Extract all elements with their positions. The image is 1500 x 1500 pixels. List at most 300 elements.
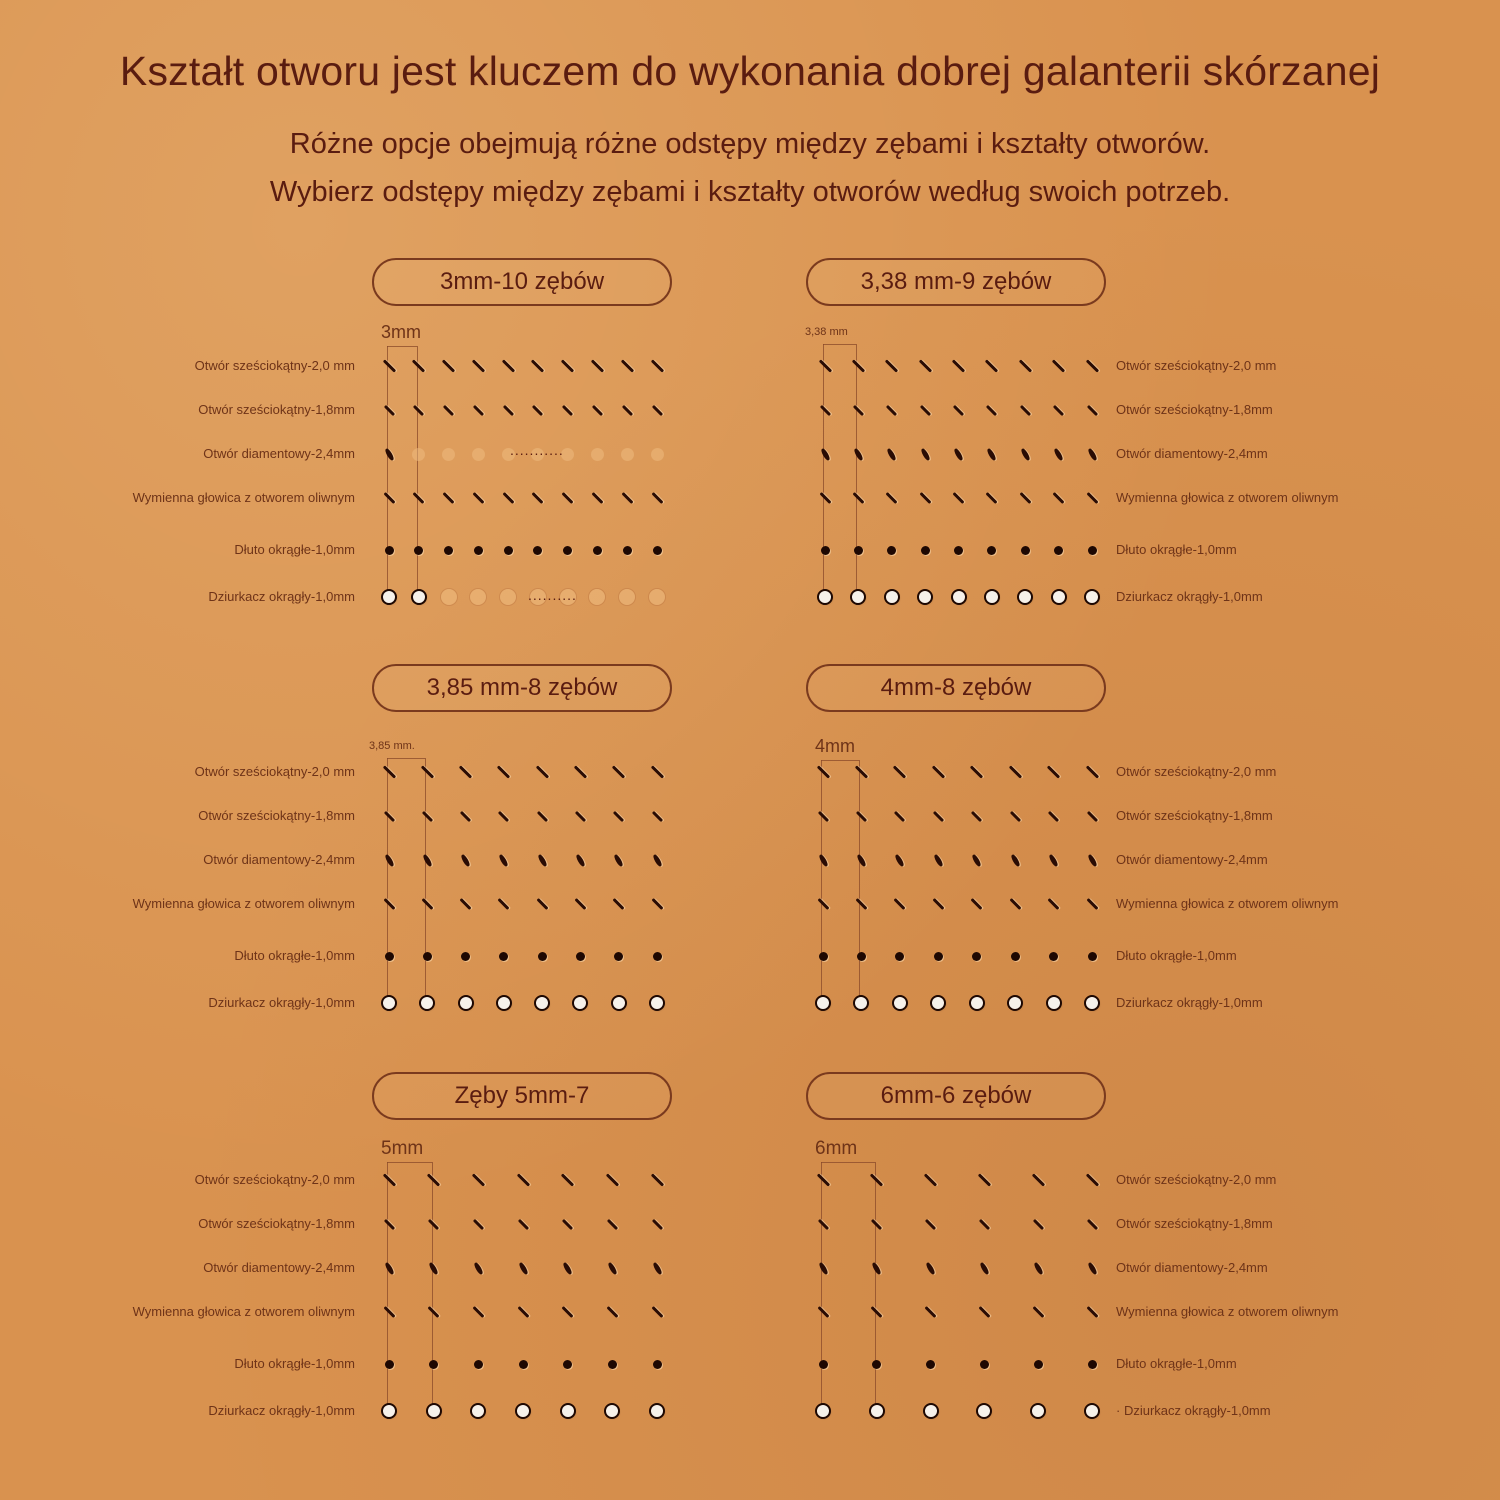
hexagon-hole-mark [932, 765, 945, 778]
round-chisel-hole-mark [980, 1360, 989, 1369]
spacing-guide-line [425, 758, 426, 1011]
diamond-hole-mark [652, 1261, 663, 1275]
diamond-hole-mark [894, 853, 905, 867]
hexagon-hole-mark [919, 404, 930, 415]
diamond-hole-mark [537, 853, 548, 867]
round-punch-hole-mark [460, 997, 472, 1009]
olive-hole-mark [852, 492, 864, 504]
hexagon-hole-mark [531, 359, 544, 372]
olive-hole-mark [606, 1306, 618, 1318]
olive-hole-mark [1048, 898, 1060, 910]
row-label: Dłuto okrągłe-1,0mm [1116, 542, 1237, 557]
round-chisel-hole-mark [872, 1360, 881, 1369]
hexagon-hole-mark [562, 1218, 573, 1229]
hexagon-hole-mark [613, 810, 624, 821]
olive-hole-mark [532, 492, 544, 504]
olive-hole-mark [925, 1306, 937, 1318]
olive-hole-mark [986, 492, 998, 504]
round-punch-hole-mark [953, 591, 965, 603]
hexagon-hole-mark [985, 359, 998, 372]
diamond-hole-mark [613, 853, 624, 867]
round-chisel-hole-mark [385, 546, 394, 555]
row-label: Dziurkacz okrągły-1,0mm [208, 1403, 355, 1418]
panel-title-pill: 3mm-10 zębów [372, 258, 672, 306]
row-label: Wymienna głowica z otworem oliwnym [1116, 490, 1339, 505]
olive-hole-mark [562, 1306, 574, 1318]
row-label: Dłuto okrągłe-1,0mm [234, 1356, 355, 1371]
diamond-hole-mark [853, 447, 864, 461]
diamond-hole-mark [886, 447, 897, 461]
hexagon-hole-mark [607, 1218, 618, 1229]
olive-hole-mark [919, 492, 931, 504]
round-chisel-hole-mark [987, 546, 996, 555]
olive-hole-mark [443, 492, 455, 504]
round-chisel-hole-mark [385, 1360, 394, 1369]
row-label: Otwór sześciokątny-1,8mm [198, 402, 355, 417]
round-chisel-hole-mark [895, 952, 904, 961]
hexagon-hole-mark [1020, 404, 1031, 415]
hexagon-hole-mark [971, 810, 982, 821]
olive-hole-mark [819, 492, 831, 504]
hexagon-hole-mark [413, 404, 424, 415]
hexagon-hole-mark [871, 1218, 882, 1229]
diamond-hole-mark [925, 1261, 936, 1275]
round-chisel-hole-mark [653, 1360, 662, 1369]
olive-hole-mark [1086, 1306, 1098, 1318]
panel-title-pill: 3,85 mm-8 zębów [372, 664, 672, 712]
round-chisel-hole-mark [504, 546, 513, 555]
round-chisel-hole-mark [474, 1360, 483, 1369]
panel-title-pill: 4mm-8 zębów [806, 664, 1106, 712]
row-label: Dłuto okrągłe-1,0mm [1116, 1356, 1237, 1371]
hexagon-hole-mark [979, 1218, 990, 1229]
hexagon-hole-mark [1009, 810, 1020, 821]
faint-hole-mark [470, 589, 486, 605]
hexagon-hole-mark [382, 765, 395, 778]
hexagon-hole-mark [383, 404, 394, 415]
round-punch-hole-mark [651, 1405, 663, 1417]
row-label: Otwór sześciokątny-1,8mm [198, 1216, 355, 1231]
diamond-hole-mark [384, 1261, 395, 1275]
hexagon-hole-mark [472, 359, 485, 372]
round-chisel-hole-mark [429, 1360, 438, 1369]
olive-hole-mark [621, 492, 633, 504]
hexagon-hole-mark [1033, 1218, 1044, 1229]
hexagon-hole-mark [612, 765, 625, 778]
round-punch-hole-mark [562, 1405, 574, 1417]
hexagon-hole-mark [460, 810, 471, 821]
round-chisel-hole-mark [926, 1360, 935, 1369]
diamond-hole-mark [1048, 853, 1059, 867]
round-chisel-hole-mark [593, 546, 602, 555]
hexagon-hole-mark [622, 404, 633, 415]
spacing-guide-line [821, 1162, 822, 1419]
hexagon-hole-mark [986, 404, 997, 415]
round-punch-hole-mark [932, 997, 944, 1009]
diamond-hole-mark [953, 447, 964, 461]
olive-hole-mark [651, 898, 663, 910]
row-label: Otwór sześciokątny-2,0 mm [1116, 358, 1277, 373]
diamond-hole-mark [1087, 447, 1098, 461]
round-chisel-hole-mark [954, 546, 963, 555]
hexagon-hole-mark [1052, 359, 1065, 372]
spacing-guide-top [821, 1162, 875, 1163]
round-punch-hole-mark [925, 1405, 937, 1417]
round-punch-hole-mark [919, 591, 931, 603]
round-punch-hole-mark [613, 997, 625, 1009]
round-chisel-hole-mark [1088, 546, 1097, 555]
hexagon-hole-mark [1048, 810, 1059, 821]
hexagon-hole-mark [536, 810, 547, 821]
hexagon-hole-mark [502, 404, 513, 415]
row-label: Otwór sześciokątny-2,0 mm [1116, 764, 1277, 779]
olive-hole-mark [978, 1306, 990, 1318]
row-label: Otwór diamentowy-2,4mm [1116, 446, 1268, 461]
round-punch-hole-mark [855, 997, 867, 1009]
hexagon-hole-mark [953, 404, 964, 415]
diamond-hole-mark [422, 853, 433, 867]
faint-hole-mark [441, 589, 457, 605]
round-chisel-hole-mark [819, 952, 828, 961]
round-chisel-hole-mark [423, 952, 432, 961]
hexagon-hole-mark [443, 404, 454, 415]
olive-hole-mark [383, 492, 395, 504]
hexagon-hole-mark [816, 1173, 829, 1186]
spacing-label: 3,38 mm [805, 326, 848, 338]
diamond-hole-mark [518, 1261, 529, 1275]
round-chisel-hole-mark [921, 546, 930, 555]
row-label: Dziurkacz okrągły-1,0mm [208, 995, 355, 1010]
hexagon-hole-mark [885, 359, 898, 372]
faint-hole-mark [412, 448, 425, 461]
spacing-guide-top [387, 758, 425, 759]
diamond-hole-mark [428, 1261, 439, 1275]
round-punch-hole-mark [1086, 591, 1098, 603]
hexagon-hole-mark [893, 765, 906, 778]
faint-hole-mark [442, 448, 455, 461]
olive-hole-mark [894, 898, 906, 910]
hexagon-hole-mark [817, 1218, 828, 1229]
hexagon-hole-mark [1085, 1173, 1098, 1186]
diamond-hole-mark [384, 447, 395, 461]
spacing-label: 3mm [381, 322, 421, 342]
hexagon-hole-mark [894, 810, 905, 821]
round-punch-hole-mark [819, 591, 831, 603]
round-punch-hole-mark [651, 997, 663, 1009]
row-label: Otwór sześciokątny-1,8mm [1116, 402, 1273, 417]
diamond-hole-mark [562, 1261, 573, 1275]
round-chisel-hole-mark [474, 546, 483, 555]
hexagon-hole-mark [383, 1218, 394, 1229]
hexagon-hole-mark [651, 810, 662, 821]
hexagon-hole-mark [855, 765, 868, 778]
round-punch-hole-mark [517, 1405, 529, 1417]
panel-title-pill: 3,38 mm-9 zębów [806, 258, 1106, 306]
round-chisel-hole-mark [623, 546, 632, 555]
spacing-guide-line [821, 760, 822, 1011]
hexagon-hole-mark [591, 359, 604, 372]
hexagon-hole-mark [1085, 359, 1098, 372]
faint-hole-mark [649, 589, 665, 605]
round-chisel-hole-mark [1021, 546, 1030, 555]
row-label: Otwór sześciokątny-2,0 mm [194, 764, 355, 779]
row-label: Otwór diamentowy-2,4mm [1116, 852, 1268, 867]
round-punch-hole-mark [817, 997, 829, 1009]
round-punch-hole-mark [1032, 1405, 1044, 1417]
hexagon-hole-mark [650, 1173, 663, 1186]
spacing-label: 3,85 mm. [369, 740, 415, 752]
row-label: Dłuto okrągłe-1,0mm [234, 948, 355, 963]
hexagon-hole-mark [473, 1218, 484, 1229]
row-label: Otwór sześciokątny-1,8mm [1116, 808, 1273, 823]
round-punch-hole-mark [978, 1405, 990, 1417]
hexagon-hole-mark [952, 359, 965, 372]
spacing-guide-line [856, 344, 857, 605]
hexagon-hole-mark [427, 1173, 440, 1186]
olive-hole-mark [383, 1306, 395, 1318]
spacing-label: 5mm [381, 1138, 424, 1159]
faint-hole-mark [591, 448, 604, 461]
round-chisel-hole-mark [653, 546, 662, 555]
hexagon-hole-mark [870, 1173, 883, 1186]
diamond-hole-mark [1087, 853, 1098, 867]
row-label: Otwór diamentowy-2,4mm [203, 852, 355, 867]
round-punch-hole-mark [871, 1405, 883, 1417]
hexagon-hole-mark [924, 1173, 937, 1186]
hexagon-hole-mark [421, 765, 434, 778]
round-chisel-hole-mark [499, 952, 508, 961]
faint-hole-mark [651, 448, 664, 461]
olive-hole-mark [932, 898, 944, 910]
hexagon-hole-mark [1031, 1173, 1044, 1186]
hexagon-hole-mark [517, 1218, 528, 1229]
row-label: Otwór diamentowy-2,4mm [203, 1260, 355, 1275]
hexagon-hole-mark [442, 359, 455, 372]
round-chisel-hole-mark [1054, 546, 1063, 555]
faint-hole-mark [589, 589, 605, 605]
hexagon-hole-mark [819, 404, 830, 415]
spacing-label: 6mm [815, 1138, 858, 1159]
hexagon-hole-mark [1086, 810, 1097, 821]
olive-hole-mark [428, 1306, 440, 1318]
olive-hole-mark [383, 898, 395, 910]
spacing-guide-line [387, 346, 388, 605]
hexagon-hole-mark [852, 359, 865, 372]
round-punch-hole-mark [894, 997, 906, 1009]
hexagon-hole-mark [382, 359, 395, 372]
olive-hole-mark [413, 492, 425, 504]
diamond-hole-mark [856, 853, 867, 867]
faint-hole-mark [472, 448, 485, 461]
round-punch-hole-mark [1053, 591, 1065, 603]
hexagon-hole-mark [1053, 404, 1064, 415]
olive-hole-mark [1009, 898, 1021, 910]
diamond-hole-mark [971, 853, 982, 867]
row-label: Wymienna głowica z otworem oliwnym [1116, 1304, 1339, 1319]
round-chisel-hole-mark [414, 546, 423, 555]
hexagon-hole-mark [886, 404, 897, 415]
row-label: Dłuto okrągłe-1,0mm [234, 542, 355, 557]
round-chisel-hole-mark [1011, 952, 1020, 961]
olive-hole-mark [1032, 1306, 1044, 1318]
panel-title-pill: 6mm-6 zębów [806, 1072, 1106, 1120]
olive-hole-mark [651, 1306, 663, 1318]
faint-hole-mark [621, 448, 634, 461]
diamond-hole-mark [575, 853, 586, 867]
olive-hole-mark [517, 1306, 529, 1318]
round-punch-hole-mark [536, 997, 548, 1009]
ellipsis-mark: .......... [528, 587, 577, 603]
hexagon-hole-mark [561, 1173, 574, 1186]
row-label: Otwór sześciokątny-2,0 mm [194, 358, 355, 373]
hexagon-hole-mark [472, 1173, 485, 1186]
round-chisel-hole-mark [857, 952, 866, 961]
hexagon-hole-mark [1019, 359, 1032, 372]
round-chisel-hole-mark [972, 952, 981, 961]
round-chisel-hole-mark [819, 1360, 828, 1369]
hexagon-hole-mark [428, 1218, 439, 1229]
olive-hole-mark [574, 898, 586, 910]
round-chisel-hole-mark [385, 952, 394, 961]
row-label: Dłuto okrągłe-1,0mm [1116, 948, 1237, 963]
olive-hole-mark [817, 1306, 829, 1318]
faint-hole-mark [500, 589, 516, 605]
headline: Kształt otworu jest kluczem do wykonania dobrej galanterii skórzanej [119, 48, 1381, 94]
diamond-hole-mark [1010, 853, 1021, 867]
round-punch-hole-mark [1009, 997, 1021, 1009]
hexagon-hole-mark [574, 765, 587, 778]
subtitle-line-2: Wybierz odstępy między zębami i kształty otworów według swoich potrzeb. [269, 176, 1231, 208]
diamond-hole-mark [607, 1261, 618, 1275]
diamond-hole-mark [818, 1261, 829, 1275]
olive-hole-mark [502, 492, 514, 504]
round-punch-hole-mark [1048, 997, 1060, 1009]
round-chisel-hole-mark [563, 1360, 572, 1369]
subtitle-line-1: Różne opcje obejmują różne odstępy między zębami i kształty otworów. [289, 128, 1211, 160]
row-label: Wymienna głowica z otworem oliwnym [132, 1304, 355, 1319]
round-punch-hole-mark [428, 1405, 440, 1417]
spacing-guide-line [859, 760, 860, 1011]
round-chisel-hole-mark [1049, 952, 1058, 961]
hexagon-hole-mark [561, 359, 574, 372]
hexagon-hole-mark [532, 404, 543, 415]
row-label: Wymienna głowica z otworem oliwnym [132, 490, 355, 505]
olive-hole-mark [886, 492, 898, 504]
row-label: Wymienna głowica z otworem oliwnym [1116, 896, 1339, 911]
round-chisel-hole-mark [538, 952, 547, 961]
olive-hole-mark [871, 1306, 883, 1318]
round-punch-hole-mark [971, 997, 983, 1009]
olive-hole-mark [591, 492, 603, 504]
olive-hole-mark [498, 898, 510, 910]
olive-hole-mark [536, 898, 548, 910]
round-chisel-hole-mark [1034, 1360, 1043, 1369]
hexagon-hole-mark [412, 359, 425, 372]
olive-hole-mark [817, 898, 829, 910]
round-punch-hole-mark [383, 591, 395, 603]
hexagon-hole-mark [383, 810, 394, 821]
row-label: Otwór diamentowy-2,4mm [203, 446, 355, 461]
hexagon-hole-mark [918, 359, 931, 372]
round-chisel-hole-mark [563, 546, 572, 555]
diamond-hole-mark [498, 853, 509, 867]
row-label: Otwór sześciokątny-1,8mm [198, 808, 355, 823]
round-chisel-hole-mark [533, 546, 542, 555]
hexagon-hole-mark [1086, 1218, 1097, 1229]
diamond-hole-mark [986, 447, 997, 461]
diamond-hole-mark [460, 853, 471, 867]
olive-hole-mark [613, 898, 625, 910]
hexagon-hole-mark [562, 404, 573, 415]
round-punch-hole-mark [606, 1405, 618, 1417]
diamond-hole-mark [933, 853, 944, 867]
olive-hole-mark [472, 492, 484, 504]
diamond-hole-mark [871, 1261, 882, 1275]
spacing-label: 4mm [815, 736, 855, 756]
hexagon-hole-mark [933, 810, 944, 821]
spacing-guide-line [875, 1162, 876, 1419]
diamond-hole-mark [979, 1261, 990, 1275]
hexagon-hole-mark [535, 765, 548, 778]
round-chisel-hole-mark [653, 952, 662, 961]
spacing-guide-top [387, 1162, 432, 1163]
round-chisel-hole-mark [576, 952, 585, 961]
spacing-guide-line [417, 346, 418, 605]
diamond-hole-mark [920, 447, 931, 461]
hexagon-hole-mark [1086, 404, 1097, 415]
hexagon-hole-mark [606, 1173, 619, 1186]
row-label: Dziurkacz okrągły-1,0mm [1116, 995, 1263, 1010]
spacing-guide-line [432, 1162, 433, 1419]
round-punch-hole-mark [1019, 591, 1031, 603]
round-punch-hole-mark [1086, 997, 1098, 1009]
hexagon-hole-mark [970, 765, 983, 778]
hexagon-hole-mark [498, 810, 509, 821]
round-punch-hole-mark [472, 1405, 484, 1417]
round-punch-hole-mark [383, 997, 395, 1009]
spacing-guide-line [387, 758, 388, 1011]
spacing-guide-top [823, 344, 856, 345]
olive-hole-mark [562, 492, 574, 504]
row-label: Otwór sześciokątny-2,0 mm [1116, 1172, 1277, 1187]
olive-hole-mark [421, 898, 433, 910]
hexagon-hole-mark [516, 1173, 529, 1186]
diamond-hole-mark [1053, 447, 1064, 461]
row-label: · Dziurkacz okrągły-1,0mm [1116, 1403, 1271, 1418]
olive-hole-mark [460, 898, 472, 910]
hexagon-hole-mark [1085, 765, 1098, 778]
hexagon-hole-mark [422, 810, 433, 821]
hexagon-hole-mark [816, 765, 829, 778]
olive-hole-mark [1053, 492, 1065, 504]
round-punch-hole-mark [852, 591, 864, 603]
row-label: Dziurkacz okrągły-1,0mm [1116, 589, 1263, 604]
round-chisel-hole-mark [608, 1360, 617, 1369]
round-punch-hole-mark [421, 997, 433, 1009]
round-punch-hole-mark [1086, 1405, 1098, 1417]
hexagon-hole-mark [1047, 765, 1060, 778]
round-chisel-hole-mark [1088, 1360, 1097, 1369]
hexagon-hole-mark [650, 765, 663, 778]
round-punch-hole-mark [574, 997, 586, 1009]
row-label: Otwór sześciokątny-2,0 mm [194, 1172, 355, 1187]
round-chisel-hole-mark [519, 1360, 528, 1369]
round-chisel-hole-mark [444, 546, 453, 555]
hexagon-hole-mark [817, 810, 828, 821]
row-label: Dziurkacz okrągły-1,0mm [208, 589, 355, 604]
hexagon-hole-mark [382, 1173, 395, 1186]
round-chisel-hole-mark [854, 546, 863, 555]
